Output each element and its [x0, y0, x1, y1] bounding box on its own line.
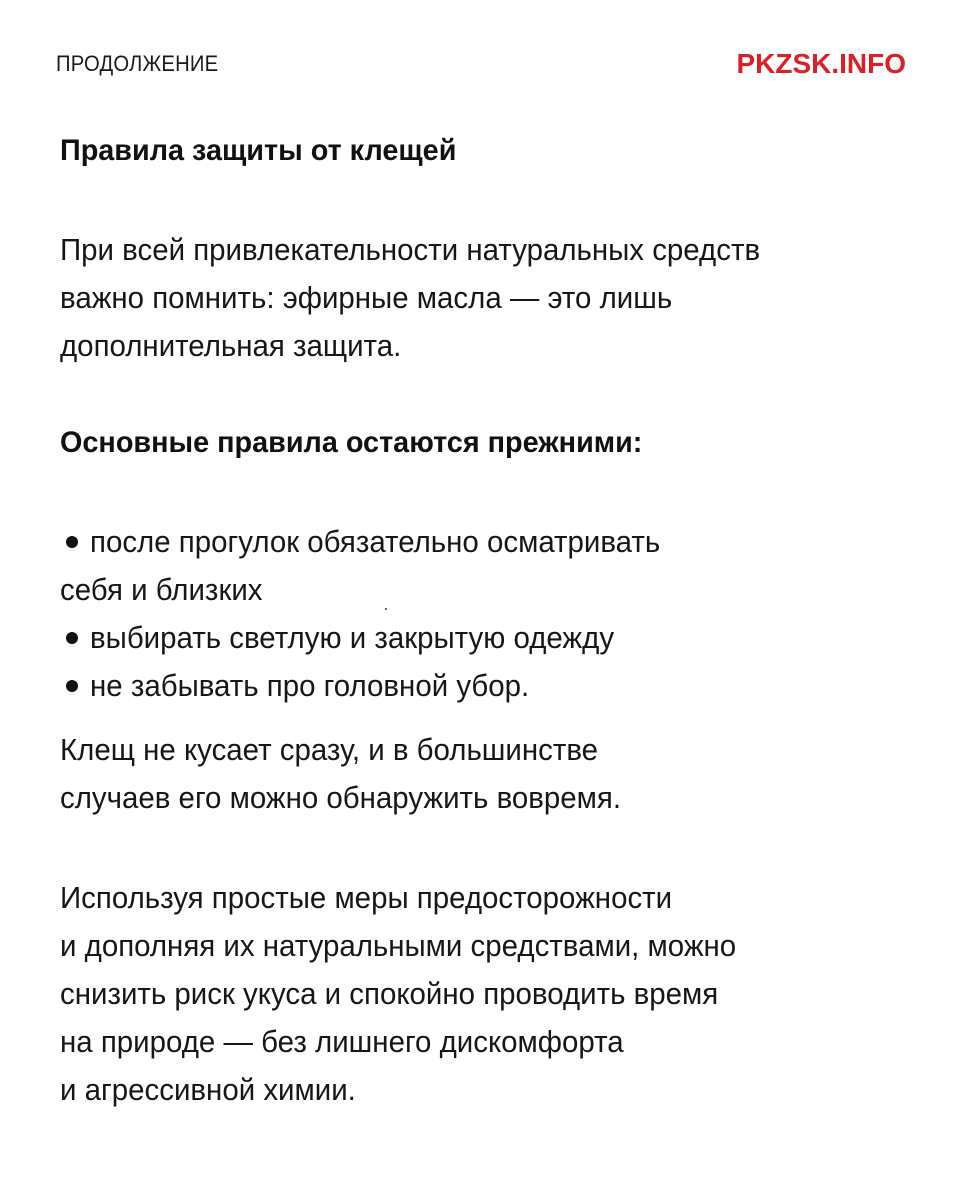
rule-item [60, 662, 920, 710]
section-label: ПРОДОЛЖЕНИЕ [56, 51, 219, 76]
closing-line: Используя простые меры предосторожности [60, 880, 673, 915]
rule-text: не забывать про головной убор. [90, 668, 530, 703]
note-paragraph [60, 726, 920, 822]
rule-text: выбирать светлую и закрытую одежду [90, 620, 615, 655]
note-line: случаев его можно обнаружить вовремя. [60, 780, 622, 815]
intro-line: дополнительная защита. [60, 328, 402, 363]
intro-paragraph [60, 226, 920, 370]
article-title: Правила защиты от клещей [60, 134, 457, 167]
rule-text-continuation: себя и близких [60, 572, 263, 607]
intro-line: важно помнить: эфирные масла — это лишь [60, 280, 673, 315]
site-logo: PKZSK.INFO [736, 48, 906, 79]
intro-line: При всей привлекательности натуральных средств [60, 232, 761, 267]
rules-heading: Основные правила остаются прежними: [60, 426, 643, 459]
bullet-icon [66, 632, 78, 644]
closing-line: и дополняя их натуральными средствами, можно [60, 928, 737, 963]
closing-line: и агрессивной химии. [60, 1072, 356, 1107]
page-header [56, 44, 906, 84]
rules-list [60, 518, 920, 710]
text-artifact-dot [385, 608, 387, 610]
closing-line: на природе — без лишнего дискомфорта [60, 1024, 624, 1059]
note-line: Клещ не кусает сразу, и в большинстве [60, 732, 599, 767]
bullet-icon [66, 680, 78, 692]
rule-item [60, 518, 920, 614]
closing-line: снизить риск укуса и спокойно проводить время [60, 976, 719, 1011]
closing-paragraph [60, 874, 920, 1114]
rule-text: после прогулок обязательно осматривать [90, 524, 661, 559]
bullet-icon [66, 536, 78, 548]
article-content [60, 128, 920, 1114]
rule-item [60, 614, 920, 662]
